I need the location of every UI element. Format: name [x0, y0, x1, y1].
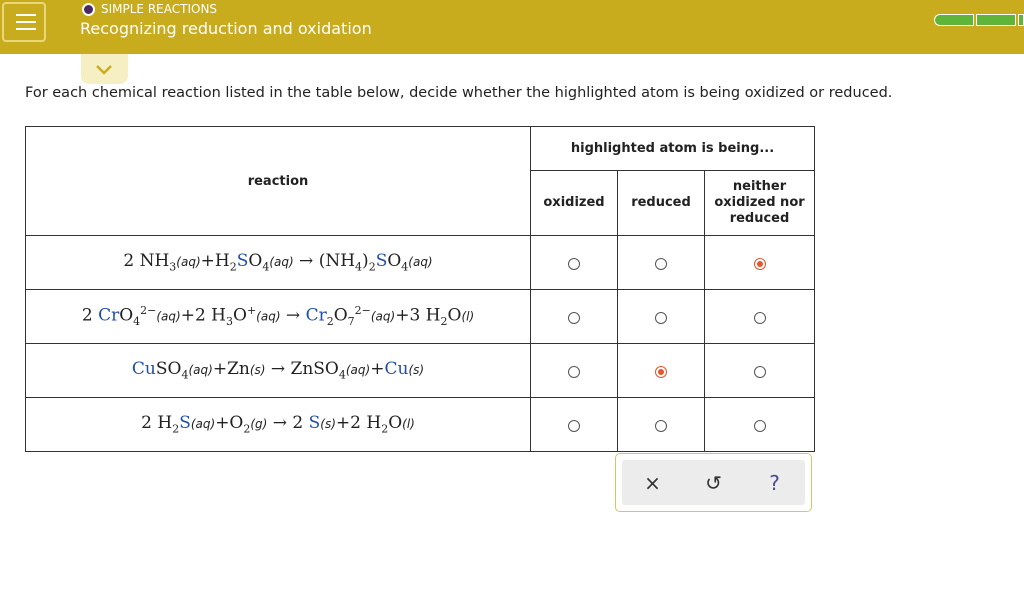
radio-neither[interactable] [754, 312, 766, 324]
table-row [26, 290, 815, 344]
section-label [82, 2, 217, 16]
radio-oxidized[interactable] [568, 366, 580, 378]
reaction-cell: CuSO$_4$(aq)+Zn(s) → ZnSO$_4$(aq)+Cu(s) [26, 344, 531, 398]
help-button[interactable]: ? [769, 470, 780, 495]
undo-button[interactable]: ↺ [705, 470, 722, 495]
radio-oxidized[interactable] [568, 420, 580, 432]
col-oxidized: oxidized [531, 171, 618, 236]
progress-bar [934, 14, 1024, 26]
radio-neither[interactable] [754, 258, 766, 270]
section-dot-icon [82, 3, 95, 16]
chevron-down-icon [81, 54, 128, 84]
table-row [26, 344, 815, 398]
reaction-cell: 2 CrO$_4^{2-}$(aq)+2 $H_3O^+(aq) \to Cr_2O_7^{2-}(aq)+3$ $H_2O(l)$ [26, 290, 531, 344]
topic-title: Recognizing reduction and oxidation [80, 19, 372, 38]
radio-neither[interactable] [754, 420, 766, 432]
radio-oxidized[interactable] [568, 258, 580, 270]
reaction-cell: 2 $H_2S(aq)+O_2(g) \to 2$ S(s)+2 $H_2O(l)$ [26, 398, 531, 452]
radio-reduced[interactable] [655, 366, 667, 378]
col-neither: neither oxidized nor reduced [705, 171, 815, 236]
table-row [26, 398, 815, 452]
reaction-cell: 2 $NH_3(aq)+H_2SO_4(aq) \to (NH_4)_2SO_4(aq)$ [26, 236, 531, 290]
hamburger-icon [16, 14, 36, 16]
col-reduced: reduced [618, 171, 705, 236]
reaction-table [25, 126, 815, 452]
radio-reduced[interactable] [655, 258, 667, 270]
expand-tab[interactable] [81, 54, 128, 84]
radio-reduced[interactable] [655, 420, 667, 432]
section-name: SIMPLE REACTIONS [101, 2, 218, 16]
menu-button[interactable] [2, 2, 46, 42]
radio-reduced[interactable] [655, 312, 667, 324]
top-bar [0, 0, 1024, 54]
clear-button[interactable]: × [644, 470, 661, 495]
group-header: highlighted atom is being... [531, 127, 815, 171]
radio-neither[interactable] [754, 366, 766, 378]
reaction-header: reaction [26, 127, 531, 236]
table-row [26, 236, 815, 290]
answer-actions [615, 453, 812, 512]
instruction-text: For each chemical reaction listed in the table below, decide whether the highlighted atom is being oxidized or reduced. [25, 85, 893, 101]
radio-oxidized[interactable] [568, 312, 580, 324]
